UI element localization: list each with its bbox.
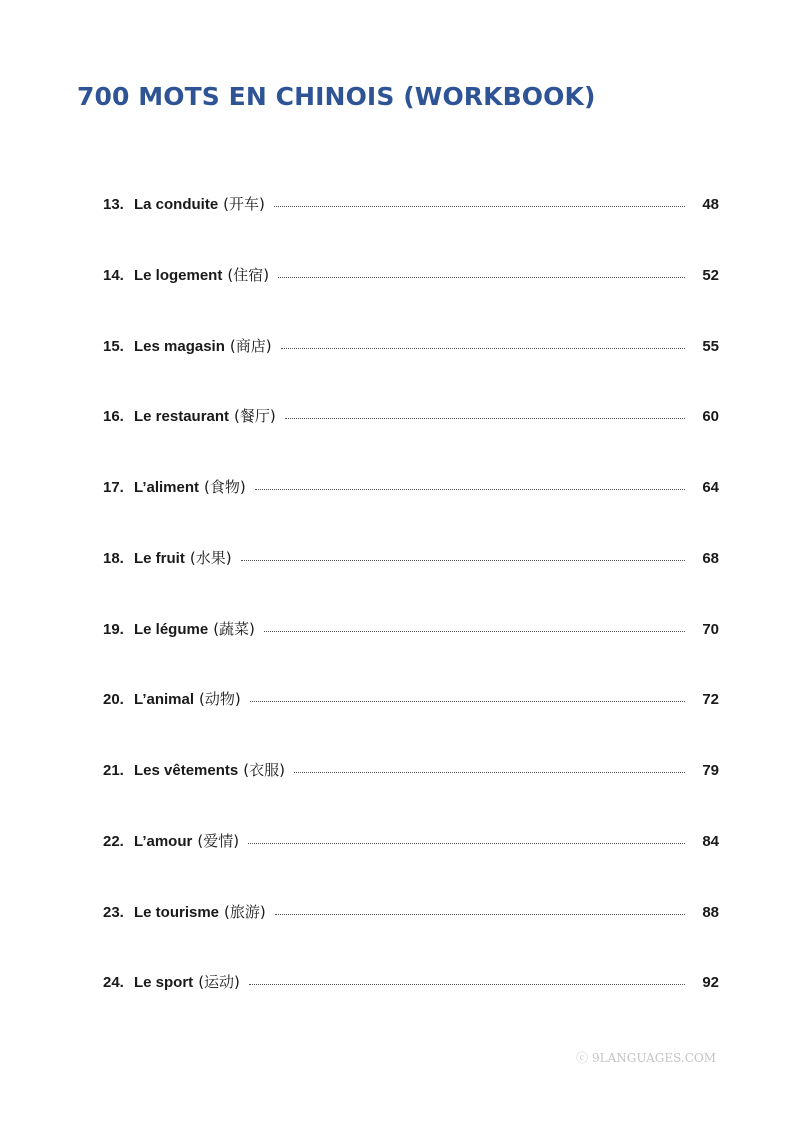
dot-leader bbox=[294, 772, 685, 773]
entry-number: 17. bbox=[103, 479, 124, 496]
entry-page-number: 79 bbox=[702, 762, 719, 779]
toc-entry bbox=[103, 688, 719, 759]
entry-title: L’aliment bbox=[134, 479, 200, 496]
dot-leader bbox=[281, 348, 685, 349]
toc-entry bbox=[103, 759, 719, 830]
toc-entry bbox=[103, 901, 719, 972]
toc-entry bbox=[103, 405, 719, 476]
dot-leader bbox=[248, 843, 685, 844]
toc-entry bbox=[103, 476, 719, 547]
toc-entry bbox=[103, 971, 719, 1042]
entry-page-number: 88 bbox=[702, 903, 719, 921]
dot-leader bbox=[241, 560, 685, 561]
entry-page-number: 48 bbox=[702, 196, 719, 213]
entry-number: 13. bbox=[103, 196, 124, 213]
entry-chinese: (餐厅) bbox=[234, 407, 276, 426]
entry-number: 21. bbox=[103, 762, 124, 779]
entry-chinese: (水果) bbox=[189, 548, 232, 567]
copyright-watermark: ⓒ 9LANGUAGES.COM bbox=[576, 1051, 716, 1065]
dot-leader bbox=[264, 631, 685, 632]
entry-chinese: (旅游) bbox=[224, 902, 266, 921]
entry-number: 23. bbox=[103, 903, 124, 921]
entry-page-number: 84 bbox=[702, 832, 719, 850]
toc-entry bbox=[103, 547, 719, 618]
entry-number: 24. bbox=[103, 974, 124, 992]
entry-title: Le logement bbox=[134, 266, 223, 284]
dot-leader bbox=[250, 701, 685, 702]
entry-chinese: (商店) bbox=[229, 336, 272, 355]
entry-title: Le légume bbox=[134, 620, 209, 638]
toc-entry bbox=[103, 264, 719, 335]
entry-number: 15. bbox=[103, 337, 124, 355]
entry-title: L’amour bbox=[134, 832, 193, 850]
entry-chinese: (运动) bbox=[198, 973, 240, 992]
entry-title: L’animal bbox=[134, 691, 195, 709]
entry-page-number: 60 bbox=[702, 408, 719, 426]
entry-chinese: (食物) bbox=[204, 478, 246, 496]
entry-title: Le sport bbox=[134, 974, 194, 992]
entry-page-number: 52 bbox=[702, 266, 719, 284]
entry-page-number: 55 bbox=[702, 337, 719, 355]
table-of-contents bbox=[103, 193, 719, 1042]
dot-leader bbox=[278, 277, 685, 278]
entry-page-number: 92 bbox=[702, 974, 719, 992]
toc-entry bbox=[103, 618, 719, 689]
entry-title: La conduite bbox=[134, 196, 219, 213]
entry-chinese: (衣服) bbox=[243, 761, 285, 779]
toc-entry bbox=[103, 193, 719, 264]
entry-number: 14. bbox=[103, 266, 124, 284]
entry-page-number: 72 bbox=[702, 691, 719, 709]
entry-chinese: (蔬菜) bbox=[213, 619, 255, 638]
entry-page-number: 64 bbox=[702, 479, 719, 496]
entry-page-number: 68 bbox=[702, 549, 719, 567]
entry-page-number: 70 bbox=[702, 620, 719, 638]
entry-title: Les magasin bbox=[134, 337, 225, 355]
entry-title: Le restaurant bbox=[134, 408, 230, 426]
entry-title: Le tourisme bbox=[134, 903, 220, 921]
entry-number: 16. bbox=[103, 408, 124, 426]
toc-entry bbox=[103, 335, 719, 406]
dot-leader bbox=[275, 914, 685, 915]
entry-number: 22. bbox=[103, 832, 124, 850]
entry-chinese: (爱情) bbox=[197, 831, 240, 850]
entry-number: 20. bbox=[103, 691, 124, 709]
entry-number: 18. bbox=[103, 549, 124, 567]
dot-leader bbox=[255, 489, 685, 490]
entry-number: 19. bbox=[103, 620, 124, 638]
dot-leader bbox=[285, 418, 685, 419]
entry-title: Le fruit bbox=[134, 549, 185, 567]
dot-leader bbox=[249, 984, 685, 985]
entry-chinese: (动物) bbox=[199, 690, 241, 709]
toc-entry bbox=[103, 830, 719, 901]
entry-chinese: (住宿) bbox=[227, 265, 270, 284]
entry-title: Les vêtements bbox=[134, 762, 239, 779]
document-title: 700 MOTS EN CHINOIS (WORKBOOK) bbox=[77, 82, 596, 111]
dot-leader bbox=[274, 206, 685, 207]
entry-chinese: (开车) bbox=[223, 195, 265, 213]
